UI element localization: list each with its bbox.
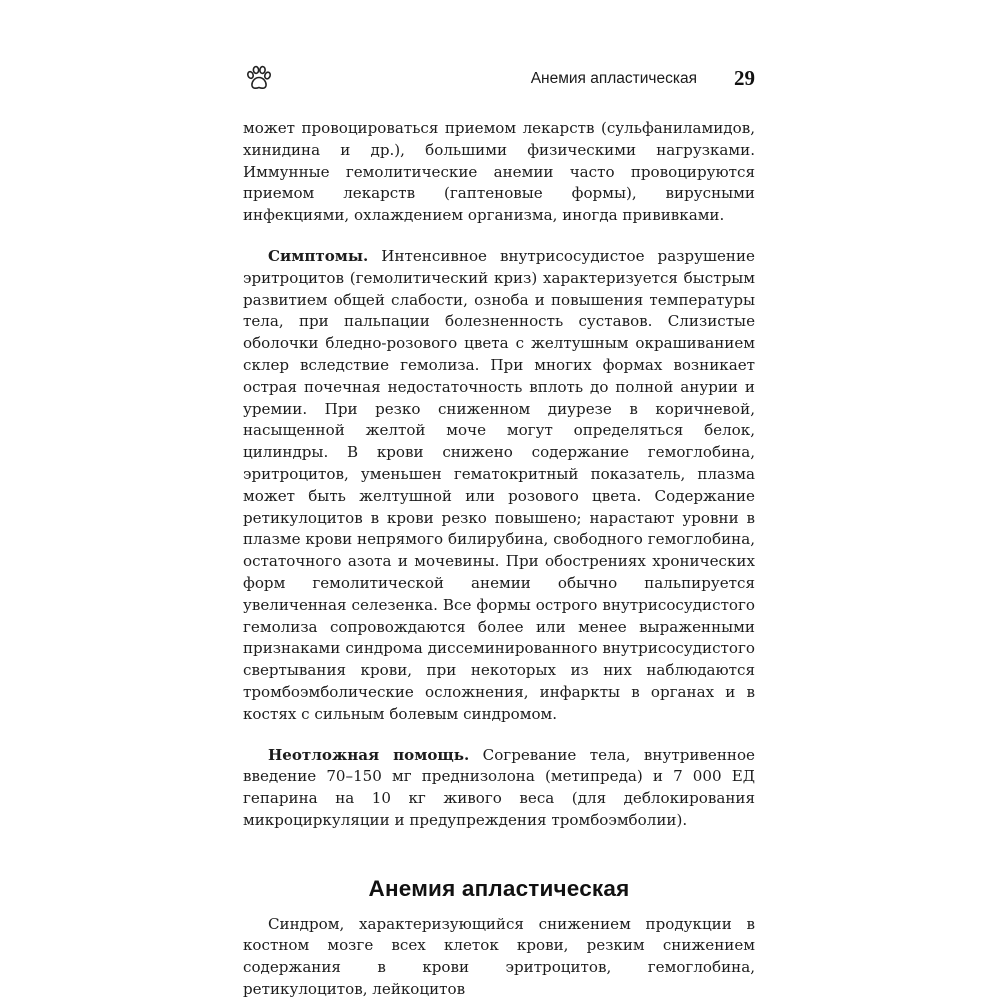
symptoms-text: Интенсивное внутрисосудистое разрушение эритроцитов (гемолитический криз) характеризуется быстрым развитием общей слабости, озноба и повышения температуры тела, при пальпации болезненность суставов. Слизистые оболочки бледно-розового цвета с желтушным окрашиванием склер вследствие гемолиза. При многих формах возникает острая почечная недостаточность вплоть до полной анурии и уремии. При резко сниженном диурезе в коричневой, насыщенной желтой моче могут определяться белок, цилиндры. В крови снижено содержание гемоглобина, эритроцитов, уменьшен гематокритный показатель, плазма может быть желтушной или розового цвета. Содержание ретикулоцитов в крови резко повышено; нарастают уровни в плазме крови непрямого билирубина, свободного гемоглобина, остаточного азота и мочевины. При обострениях хронических форм гемолитической анемии обычно пальпируется увеличенная селезенка. Все формы острого внутрисосудистого гемолиза сопровождаются более или менее выраженными признаками синдрома диссеминированного внутрисосудистого свертывания крови, при некоторых из них наблюдаются тромбоэмболические осложнения, инфаркты в органах и в костях с сильным болевым синдромом. xyxy=(243,246,755,723)
paragraph-continuation: может провоцироваться приемом лекарств (сульфаниламидов, хинидина и др.), большими физическими нагрузками. Иммунные гемолитические анемии часто провоцируются приемом лекарств (гаптеновые формы), вирусными инфекциями, охлаждением организма, иногда прививками. xyxy=(243,119,755,225)
paw-print-icon xyxy=(245,64,273,92)
symptoms-label: Симптомы. xyxy=(268,246,369,265)
emergency-text: Согревание тела, внутривенное введение 70–150 мг преднизолона (метипреда) и 7 000 ЕД гепарина на 10 кг живого веса (для деблокирования микроциркуляции и предупреждения тромбоэмболии). xyxy=(243,745,755,829)
page-body xyxy=(243,118,755,1001)
paragraph-emergency xyxy=(243,745,755,832)
page-header xyxy=(243,60,755,100)
paragraph-symptoms xyxy=(243,246,755,726)
paragraph-definition: Синдром, характеризующийся снижением продукции в костном мозге всех клеток крови, резким снижением содержания в крови эритроцитов, гемоглобина, ретикулоцитов, лейкоцитов xyxy=(243,914,755,998)
running-title: Анемия апластическая xyxy=(530,70,697,87)
section-heading: Анемия апластическая xyxy=(368,875,630,901)
book-page xyxy=(243,60,755,998)
page-number: 29 xyxy=(734,66,755,90)
emergency-label: Неотложная помощь. xyxy=(268,745,470,764)
